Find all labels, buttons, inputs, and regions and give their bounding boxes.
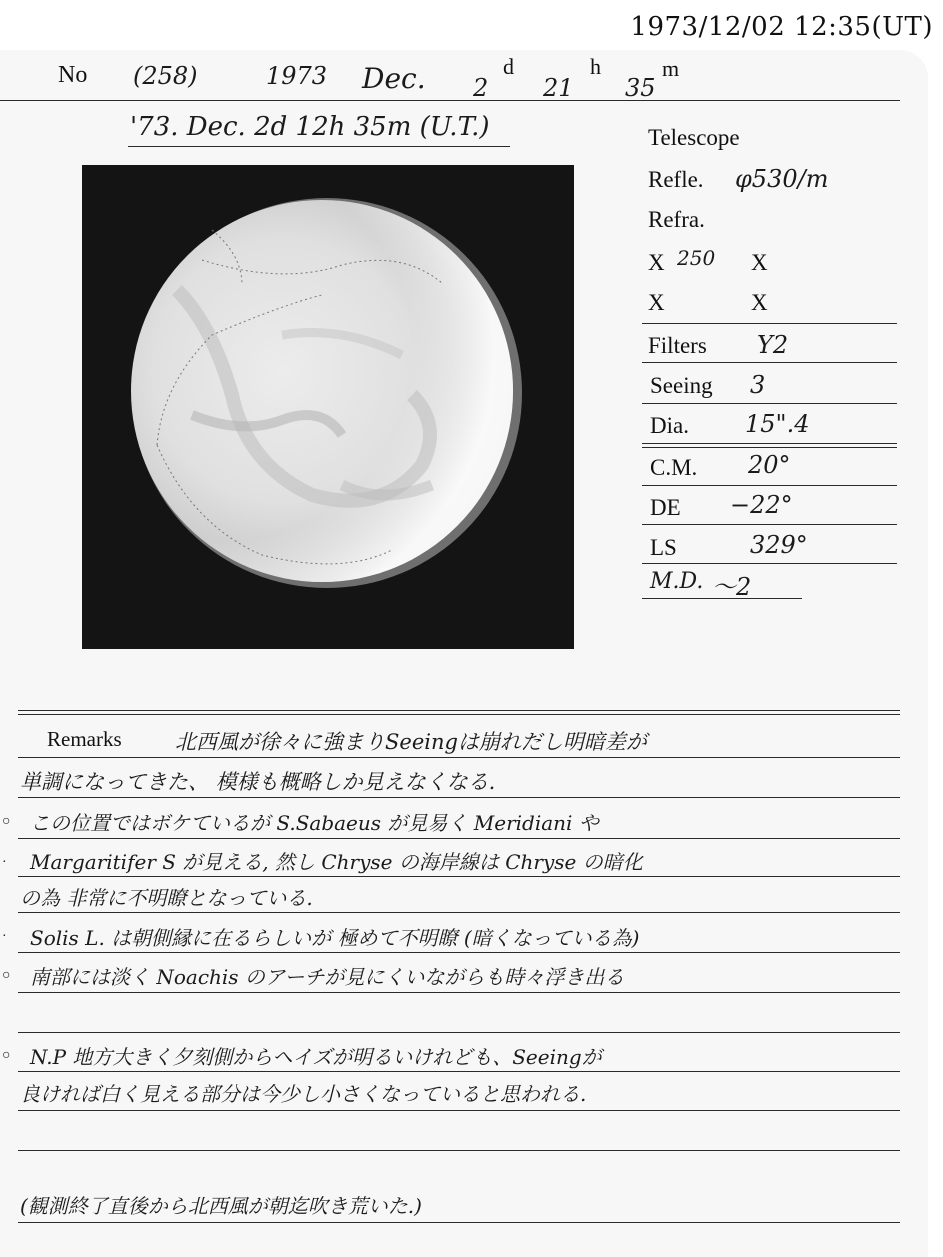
- remarks-line-10: 良ければ白く見える部分は今少し小さくなっていると思われる.: [20, 1082, 587, 1106]
- no-label: No: [58, 62, 88, 88]
- remarks-line-4: Margaritifer S が見える, 然し Chryse の海岸線は Chryse の暗化: [30, 850, 643, 874]
- filters-value: Y2: [757, 331, 789, 359]
- remarks-rule-2: [18, 797, 900, 798]
- ls-value: 329°: [750, 531, 808, 559]
- header-month: Dec.: [362, 62, 426, 95]
- remarks-line-7: 南部には淡く Noachis のアーチが見にくいながらも時々浮き出る: [30, 965, 625, 989]
- remarks-rule-8: [18, 1032, 900, 1033]
- header-rule: [0, 100, 900, 101]
- remarks-rule-3: [18, 838, 900, 839]
- de-label: DE: [650, 495, 681, 520]
- remarks-rule-12: [18, 1222, 900, 1223]
- remarks-rule-10: [18, 1110, 900, 1111]
- mag1-prefix: X: [648, 250, 665, 275]
- reflector-label: Refle.: [648, 167, 704, 192]
- day-unit: d: [503, 54, 514, 79]
- bullet-4: ○: [2, 968, 11, 983]
- timestamp-stamp: 1973/12/02 12:35(UT): [630, 12, 933, 42]
- remarks-rule-9: [18, 1071, 900, 1072]
- header-year: 1973: [266, 62, 328, 90]
- header-minute: 35: [625, 74, 656, 102]
- remarks-line-2: 単調になってきた、 模様も概略しか見えなくなる.: [20, 770, 496, 794]
- remarks-line-12: (観測終了直後から北西風が朝迄吹き荒いた.): [20, 1194, 422, 1218]
- info-rule-1: [642, 323, 897, 324]
- header-day: 2: [473, 74, 489, 102]
- info-rule-4b: [642, 447, 897, 448]
- md-label: M.D.: [650, 569, 704, 594]
- remarks-rule-11: [18, 1150, 900, 1151]
- md-value: 〜2: [712, 573, 752, 601]
- remarks-label: Remarks: [47, 727, 122, 751]
- reflector-value: φ530/m: [735, 165, 829, 193]
- planet-drawing-frame: [82, 165, 574, 649]
- info-rule-2: [642, 362, 897, 363]
- header-hour: 21: [543, 74, 574, 102]
- mag1-value: 250: [677, 246, 716, 270]
- info-rule-5: [642, 485, 897, 486]
- mars-drawing: [82, 165, 574, 649]
- cm-value: 20°: [748, 451, 791, 479]
- remarks-line-1: 北西風が徐々に強まりSeeingは崩れだし明暗差が: [175, 730, 647, 754]
- remarks-rule-1: [18, 757, 900, 758]
- info-rule-7: [642, 563, 897, 564]
- record-number: (258): [133, 62, 198, 90]
- remarks-rule-top-b: [18, 714, 900, 715]
- telescope-label: Telescope: [648, 125, 740, 150]
- seeing-value: 3: [750, 371, 766, 399]
- seeing-label: Seeing: [650, 373, 713, 398]
- mag1-suffix: X: [751, 250, 768, 275]
- remarks-line-6: Solis L. は朝側縁に在るらしいが 極めて不明瞭 (暗くなっている為): [30, 926, 640, 950]
- bullet-1: ○: [2, 814, 11, 829]
- remarks-line-5: の為 非常に不明瞭となっている.: [20, 886, 313, 910]
- ls-label: LS: [650, 535, 677, 560]
- info-rule-6: [642, 524, 897, 525]
- info-rule-4a: [642, 443, 897, 444]
- cm-label: C.M.: [650, 455, 698, 480]
- ut-underline: [128, 146, 510, 147]
- info-rule-3: [642, 403, 897, 404]
- dia-value: 15".4: [745, 410, 810, 438]
- remarks-line-3: この位置ではボケているが S.Sabaeus が見易く Meridiani や: [30, 811, 599, 835]
- remarks-rule-4: [18, 876, 900, 877]
- remarks-rule-7: [18, 992, 900, 993]
- filters-label: Filters: [648, 333, 707, 358]
- hour-unit: h: [590, 54, 601, 79]
- minute-unit: m: [662, 56, 680, 81]
- md-underline: [642, 598, 802, 599]
- bullet-2: ·: [2, 855, 7, 870]
- remarks-line-9: N.P 地方大きく夕刻側からヘイズが明るいけれども、Seeingが: [30, 1045, 602, 1069]
- mag2-prefix: X: [648, 290, 665, 315]
- ut-timestamp: '73. Dec. 2d 12h 35m (U.T.): [130, 112, 490, 142]
- bullet-3: ·: [2, 929, 7, 944]
- refractor-label: Refra.: [648, 207, 705, 232]
- de-value: −22°: [730, 491, 793, 519]
- remarks-rule-6: [18, 952, 900, 953]
- remarks-rule-5: [18, 912, 900, 913]
- mag2-suffix: X: [751, 290, 768, 315]
- remarks-rule-top-a: [18, 710, 900, 711]
- dia-label: Dia.: [650, 413, 689, 438]
- bullet-5: ○: [2, 1048, 11, 1063]
